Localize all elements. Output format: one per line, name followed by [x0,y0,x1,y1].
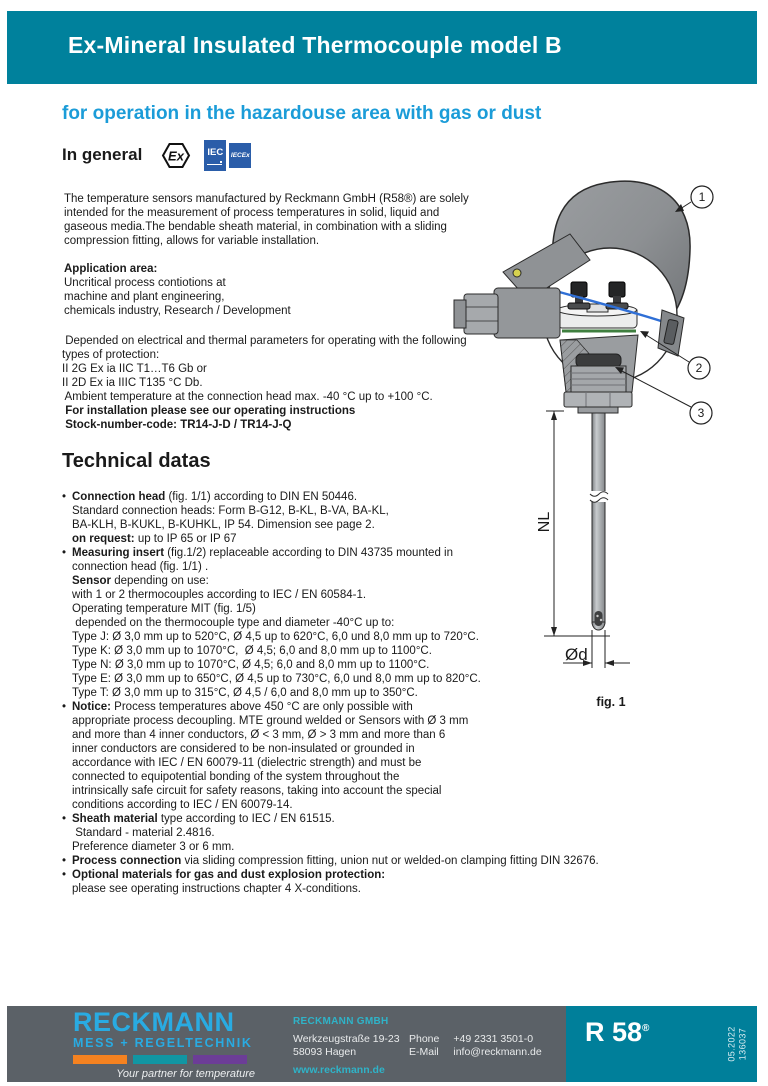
line-text: Standard - material 2.4816. [72,827,215,839]
line-bold-text: Sensor [72,575,111,587]
text-line [62,882,599,896]
text-line [64,206,469,220]
line-text: up to IP 65 or IP 67 [134,533,237,545]
page-subtitle: for operation in the hazardouse area with gas or dust [62,103,542,124]
svg-text:Ex: Ex [168,148,185,163]
line-text: BA-KLH, B-KUKL, B-KUHKL, IP 54. Dimension see page 2. [72,519,375,531]
phone-label: Phone [409,1033,440,1045]
line-text: Ambient temperature at the connection head max. -40 °C up to +100 °C. [62,391,433,403]
line-text: Standard connection heads: Form B-G12, B-KL, B-VA, BA-KL, [72,505,389,517]
technical-datas-heading: Technical datas [62,450,211,472]
text-line [62,784,599,798]
text-line [62,376,467,390]
text-line [62,770,599,784]
line-text: via sliding compression fitting, union nut or welded-on clamping fitting DIN 32676. [181,855,599,867]
iec-logo-icon [204,140,226,171]
logo-color-bars [73,1055,255,1064]
cable-gland [454,288,560,338]
text-line [64,276,291,290]
logo-tagline: Your partner for temperature [116,1068,255,1080]
line-text: Uncritical process contiotions at [64,277,226,289]
document-side-code [726,1026,748,1061]
in-general-row [62,140,251,170]
line-bold-text: For installation please see our operating instructions [62,405,356,417]
text-line [62,418,467,432]
line-text: please see operating instructions chapter 4 X-conditions. [72,883,361,895]
line-text: intended for the measurement of process temperatures in solid, liquid and [64,207,440,219]
figure-1 [440,170,760,730]
line-text: II 2D Ex ia IIIC T135 °C Db. [62,377,203,389]
line-text: Operating temperature MIT (fig. 1/5) [72,603,256,615]
footer-bar [7,1006,757,1082]
dim-od-label: Ød [565,645,588,664]
line-text: Type J: Ø 3,0 mm up to 520°C, Ø 4,5 up to 620°C, 6,0 und 8,0 mm up to 720°C. [72,631,479,643]
line-text: Process temperatures above 450 °C are only possible with [110,701,413,713]
footer-website-link[interactable]: www.reckmann.de [293,1064,385,1076]
line-bold-text: Connection head [72,491,166,503]
figure-caption: fig. 1 [596,695,626,709]
text-line [62,840,599,854]
line-text: depended on the thermocouple type and diameter -40°C up to: [72,617,395,629]
iecex-logo-icon [229,143,251,168]
sensor-tip-window [595,611,603,626]
phone-number: +49 2331 3501-0 [453,1033,534,1045]
text-line [62,742,599,756]
bullet-icon: • [62,855,67,867]
intro-paragraph [64,192,469,248]
text-line [64,290,291,304]
line-text: (fig. 1/1) according to DIN EN 50446. [165,491,358,503]
atex-ex-icon [158,141,194,170]
line-bold-text: Measuring insert [72,547,165,559]
text-line [62,334,467,348]
footer-product-block [566,1006,757,1082]
footer-company-name: RECKMANN GMBH [293,1016,389,1027]
text-line [62,362,467,376]
line-bold-text: Notice: [72,701,111,713]
line-text: Type K: Ø 3,0 mm up to 1070°C, Ø 4,5; 6,0 and 8,0 mm up to 1100°C. [72,645,432,657]
line-text: appropriate process decoupling. MTE ground welded or Sensors with Ø 3 mm [72,715,469,727]
line-bold-text: Optional materials for gas and dust explosion protection: [72,869,386,881]
text-line [62,826,599,840]
bullet-icon: • [62,869,67,881]
svg-text:3: 3 [697,406,705,420]
line-text: gaseous media.The bendable sheath material, in combination with a sliding [64,221,447,233]
text-line [62,798,599,812]
page-title: Ex-Mineral Insulated Thermocouple model B [68,32,562,58]
line-text: type according to IEC / EN 61515. [157,813,335,825]
protection-section [62,334,467,432]
iec-logo-dot [220,161,222,163]
line-text: types of protection: [62,349,160,361]
thermocouple-drawing [440,170,760,730]
svg-text:2: 2 [695,361,703,375]
line-text: Type E: Ø 3,0 mm up to 650°C, Ø 4,5 up to 730°C, 6,0 und 8,0 mm up to 820°C. [72,673,481,685]
line-bold-text: Sheath material [72,813,158,825]
application-area-section [64,262,291,318]
line-text: connection head (fig. 1/1) . [72,561,209,573]
line-text: Preference diameter 3 or 6 mm. [72,841,235,853]
logo-bar-teal [133,1055,187,1064]
line-text: inner conductors are considered to be non-insulated or grounded in [72,743,415,755]
bullet-icon: • [62,547,67,559]
line-text: depending on use: [111,575,209,587]
iec-logo-underline [207,164,222,165]
reckmann-logo-subtext: MESS + REGELTECHNIK [73,1036,253,1050]
side-code-date: 05.2022 [726,1026,736,1062]
line-text: and more than 4 inner conductors, Ø < 3 mm, Ø > 3 mm and more than 6 [72,729,446,741]
line-text: Depended on electrical and thermal parameters for operating with the following [62,335,467,347]
line-text: machine and plant engineering, [64,291,225,303]
cover-latch [658,310,684,356]
text-line [64,234,469,248]
process-connection [560,335,638,413]
line-text: II 2G Ex ia IIC T1…T6 Gb or [62,363,207,375]
reckmann-logo-text: RECKMANN [73,1007,235,1037]
text-line [62,404,467,418]
footer-address [293,1033,400,1059]
line-bold-text: Stock-number-code: TR14-J-D / TR14-J-Q [62,419,292,431]
text-line [62,756,599,770]
line-text: Type N: Ø 3,0 mm up to 1070°C, Ø 4,5; 6,0 and 8,0 mm up to 1100°C. [72,659,430,671]
side-code-number: 136037 [737,1027,747,1061]
line-bold-text: Process connection [72,855,182,867]
dim-nl-label: NL [536,511,553,533]
line-text: accordance with IEC / EN 60079-11 (dielectric strength) and must be [72,757,422,769]
svg-text:1: 1 [698,190,706,204]
line-text: intrinsically safe circuit for safety reasons, taking into account the special [72,785,442,797]
email-label: E-Mail [409,1046,439,1058]
callout-1 [675,186,713,212]
text-line [64,192,469,206]
registered-mark: ® [642,1023,650,1034]
line-text: conditions according to IEC / EN 60079-14. [72,799,293,811]
logo-bar-orange [73,1055,127,1064]
bullet-icon: • [62,491,67,503]
iecex-logo-text: IECEx [230,151,250,159]
iec-logo-text: IEC [207,146,224,158]
title-bar [7,11,757,84]
line-text: compression fitting, allows for variable installation. [64,235,320,247]
line-text: The temperature sensors manufactured by Reckmann GmbH (R58®) are solely [64,193,469,205]
sealing-ring [576,354,621,367]
bullet-line [62,868,599,882]
reckmann-logo [73,1007,255,1080]
address-city: 58093 Hagen [293,1046,357,1058]
address-street: Werkzeugstraße 19-23 [293,1033,400,1045]
text-line [62,728,599,742]
in-general-label: In general [62,145,143,164]
line-text: with 1 or 2 thermocouples according to IEC / EN 60584-1. [72,589,367,601]
line-text: (fig.1/2) replaceable according to DIN 43735 mounted in [164,547,453,559]
line-text: connected to equipotential bonding of the system throughout the [72,771,400,783]
line-bold-text: on request: [72,533,135,545]
line-text: Type T: Ø 3,0 mm up to 315°C, Ø 4,5 / 6,0 and 8,0 mm up to 350°C. [72,687,418,699]
bullet-icon: • [62,701,67,713]
bullet-line [62,812,599,826]
bullet-icon: • [62,813,67,825]
bullet-line [62,854,599,868]
text-line [64,304,291,318]
probe-sheath [590,413,608,630]
text-line [62,390,467,404]
logo-bar-purple [193,1055,247,1064]
footer-contact [409,1033,542,1059]
hex-nut [564,392,632,413]
text-line [64,220,469,234]
text-line [62,348,467,362]
line-text: chemicals industry, Research / Development [64,305,291,317]
product-code: R 58® [585,1017,650,1047]
email-address[interactable]: info@reckmann.de [453,1046,542,1058]
break-symbol [590,491,608,502]
application-area-heading: Application area: [64,263,158,275]
application-area-lines [64,276,291,318]
